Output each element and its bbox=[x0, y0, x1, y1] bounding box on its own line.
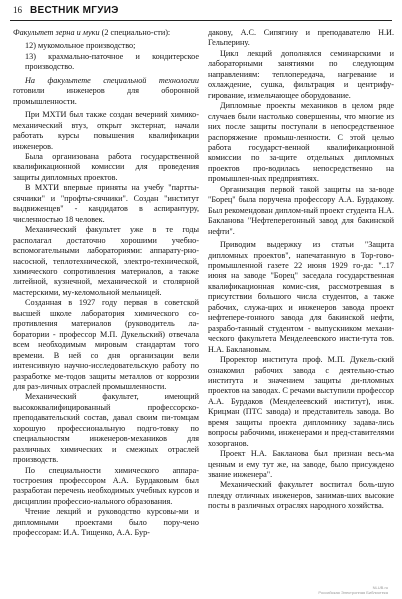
page-number: 16 bbox=[13, 5, 22, 15]
paragraph: Созданная в 1927 году первая в советской высшей школе лаборатория химического со-противления материалов (руководитель ла-боратории - профессор М.П. Дукельский) отвечала всем необходимым мировым стандартам того времени. В ней со дня организации вели интенсивную научно-исследовательскую работу по разработке ме-тодов защиты металлов от коррозии для раз-личных отраслей промышленности. bbox=[13, 298, 199, 391]
paragraph: По специальности химического аппара-тостроения профессором А.А. Бурдаковым был разработан перечень необходимых учебных курсов и дисциплин профессио-нального образования. bbox=[13, 465, 199, 506]
watermark-line: Российская Электронная Библиотека bbox=[318, 590, 388, 595]
paragraph: В МХТИ впервые приняты на учебу "партты-сячники" и "профты-сячники". Создан "институт выдвиженцев" - кандидатов в аспирантуру, численностью 18 человек. bbox=[13, 183, 199, 224]
paragraph: Проект Н.А. Бакланова был признан весь-ма ценным и ему тут же, на заводе, было присуждено звание инженера". bbox=[208, 449, 394, 480]
header-rule bbox=[10, 20, 392, 21]
text-run: готовили инженеров для оборонной промышленности. bbox=[13, 86, 199, 106]
paragraph bbox=[13, 76, 199, 107]
paragraph bbox=[13, 28, 199, 38]
right-column bbox=[208, 28, 394, 512]
paragraph: Механический факультет воспитал боль-шую плеяду отличных инженеров, занимав-ших высокие посты в различных отраслях народного хозяйства. bbox=[208, 480, 394, 511]
paragraph: Приводим выдержку из статьи "Защита дипломных проектов", напечатанную в Тор-гово-промышленной газете 22 июня 1929 го-да: "..17 июня на заводе "Борец" заседала государственная квалификационная комис-сия, рассмотревшая в присутствии большого числа студентов, а также рабочих, служа-щих и инженеров завода проект нефтепере-гонного завода для бакинской нефти, разрабо-танный студентом - выпускником механи-ческого факультета Менделеевского инсти-тута тов. Н.А. Баклановым. bbox=[208, 240, 394, 354]
paragraph: Механический факультет, имеющий высококвалифицированный профессорско-преподавательский состав, давал своим пи-томцам хорошую профессиональную подго-товку по специальностям инженеров-механиков для различных химических и смежных отраслей производств. bbox=[13, 392, 199, 465]
paragraph: Чтение лекций и руководство курсовы-ми и дипломными проектами было пору-чено профессорам: И.А. Тищенко, А.А. Бур- bbox=[13, 507, 199, 538]
left-column bbox=[13, 28, 199, 539]
paragraph: Была организована работа государственной квалификационной комиссии для проведения защиты дипломных проектов. bbox=[13, 151, 199, 182]
italic-run: Факультет зерна и муки bbox=[13, 28, 100, 37]
watermark-line: NLUB.ru bbox=[372, 585, 388, 590]
list-item: 13) крахмально-паточное и кондитерское производство. bbox=[25, 51, 199, 72]
journal-title: ВЕСТНИК МГУИЭ bbox=[30, 5, 119, 16]
paragraph: Цикл лекций дополнялся семинарскими и лабораторными занятиями по следующим направлениям: теплопередача, нагревание и охлаждение, сушка, фильтрация и центрифу-гирование, измельчающее оборудование. bbox=[208, 48, 394, 100]
paragraph: Механический факультет уже в те годы располагал достаточно хорошими учебно-вспомогательными лабораториями: аппарату-рно-насосной, теплотехнической, электро-технической, химического сопротивления материалов, а также литейной, кузнечной, механической и столярной мастерскими, му-келомольной мельницей. bbox=[13, 225, 199, 297]
text-run: (2 специально-сти): bbox=[99, 28, 171, 37]
watermark bbox=[318, 585, 388, 595]
paragraph: Дипломные проекты механиков в целом ряде случаев были настолько совершенны, что многие из них после защиты поступали в непосредственное распоряжение промыш-ленности. С этой целью работа государст-венной квалификационной комиссии по за-щите отдельных дипломных проектов про-водилась непосредственно на промышлен-ных предприятиях. bbox=[208, 101, 394, 184]
paragraph: даковy, А.С. Сипягину и преподавателю Н.И. Гельперину. bbox=[208, 28, 394, 48]
list-item: 12) мукомольное производство; bbox=[25, 41, 136, 51]
paragraph: При МХТИ был также создан вечерний химико-механический втуз, открыт экстернат, начали работать курсы повышения квалификации инженеров. bbox=[13, 110, 199, 151]
paragraph: Проректор института проф. М.П. Дукель-ский ознакомил рабочих завода с деятельно-стью института и значением защиты ди-пломных проектов на заводах. С речами выступили профессор А.А. Бурдаков (Менделеевский институт), инж. Крицман (ПТС завода) и представитель завода. Во время защиты проекта дипломнику задава-лись вопросы рабочими, инженерами и пред-ставителями хозорганов. bbox=[208, 355, 394, 448]
page-header bbox=[13, 5, 119, 19]
paragraph: Организация первой такой защиты на за-воде "Борец" была поручена профессору А.А. Бурдакову. Был рекомендован диплом-ный проект студента Н.А. Бакланова "Нефтеперегонный завод для бакинской нефти". bbox=[208, 184, 394, 236]
italic-run: На факультете специальной технологии bbox=[25, 75, 199, 85]
